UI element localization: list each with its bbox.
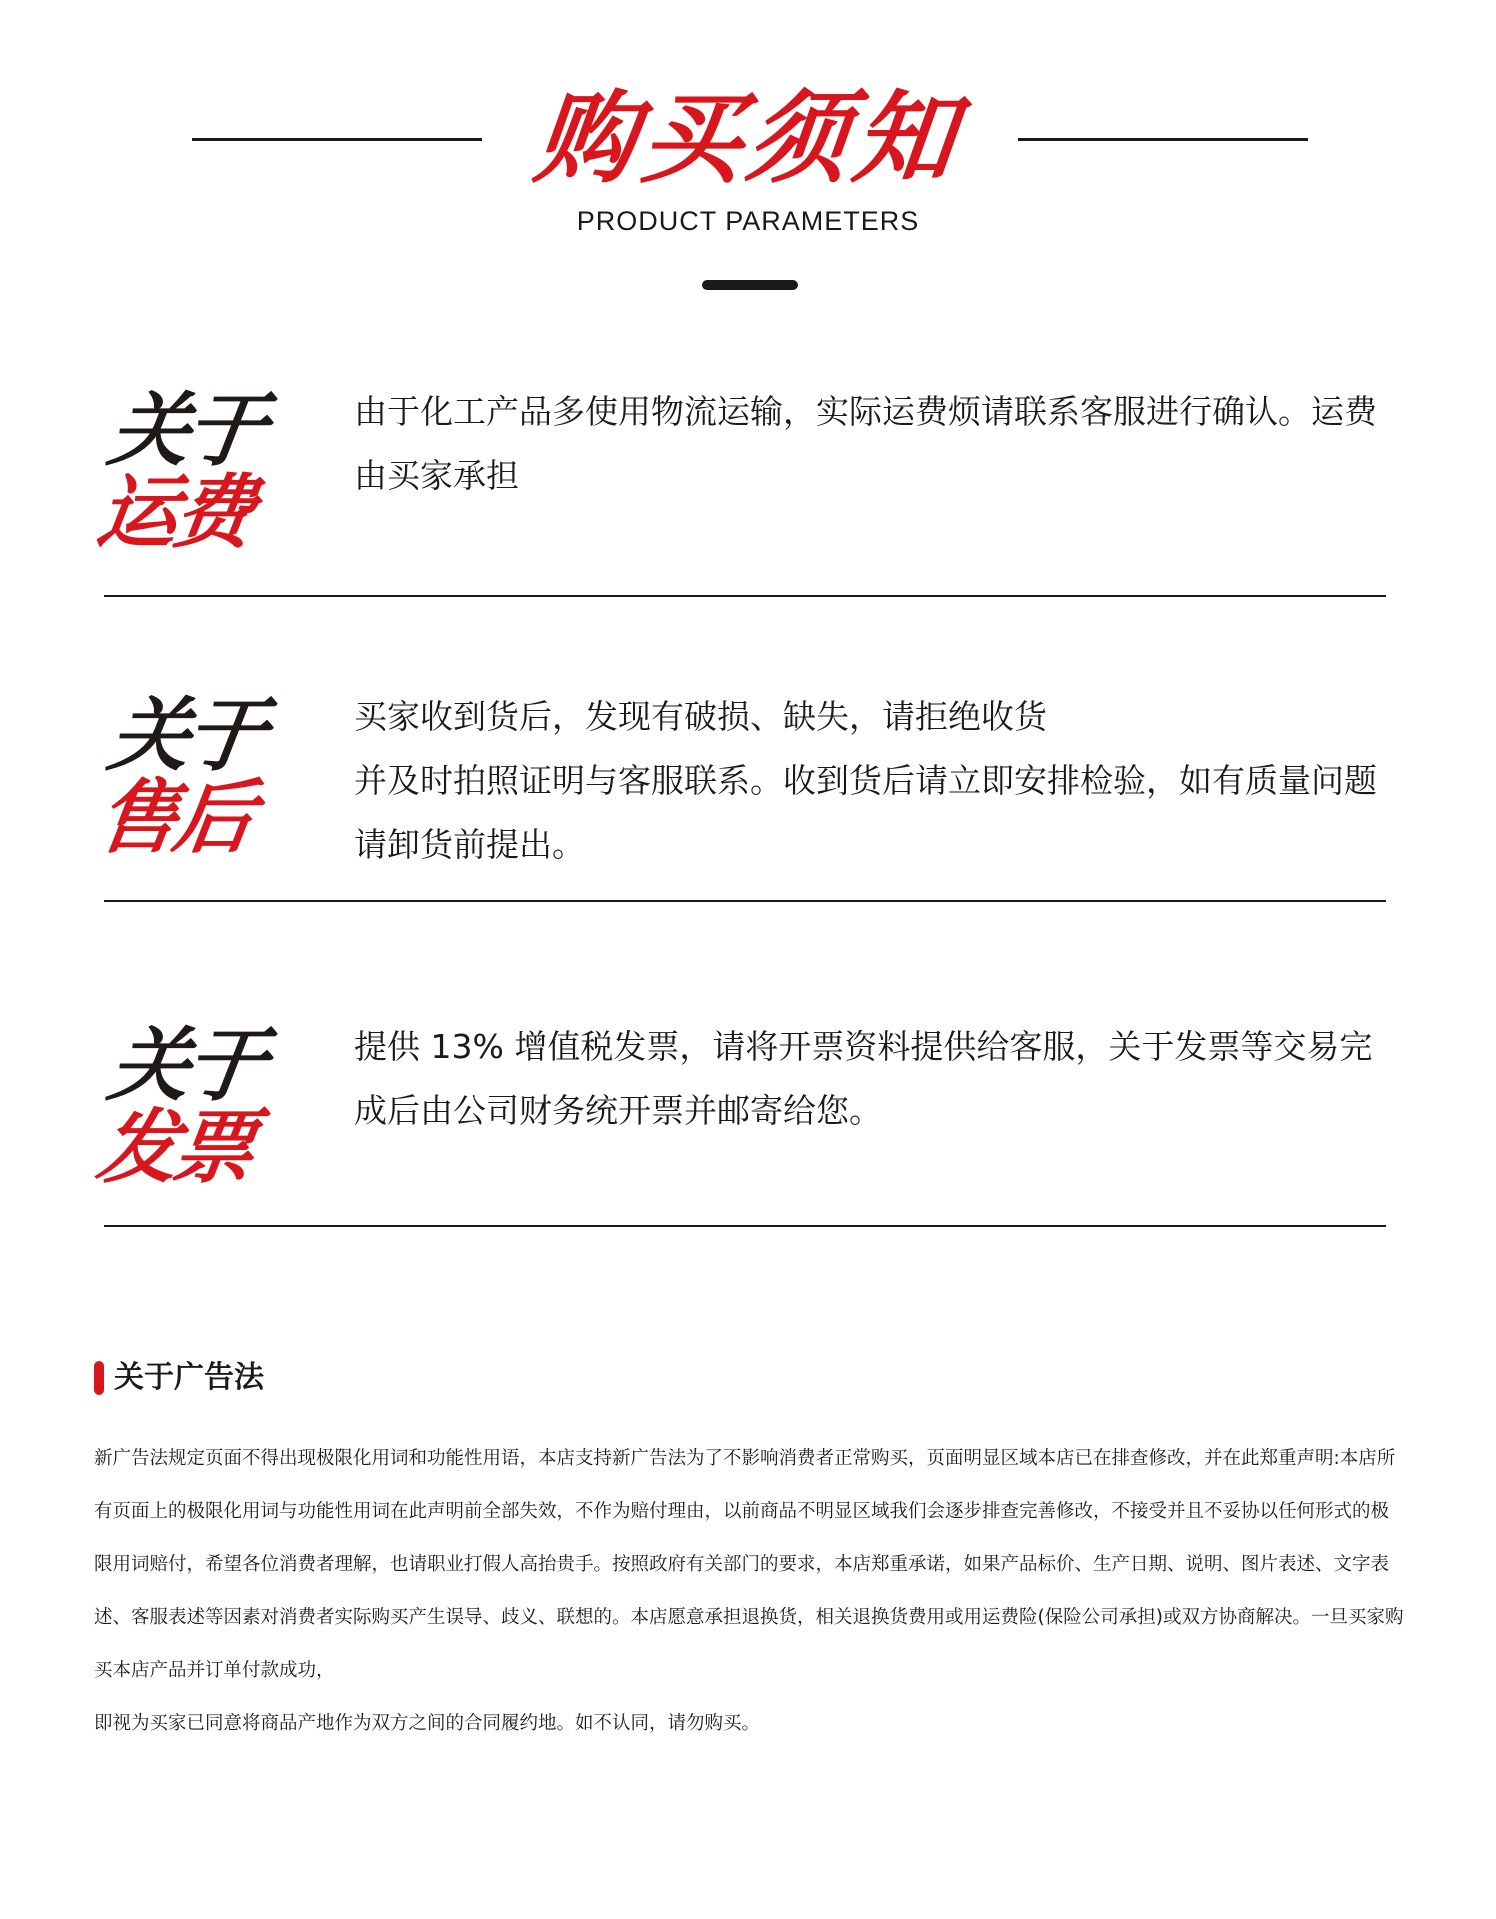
- section-invoice: [91, 1015, 1386, 1235]
- section-divider: [104, 1225, 1386, 1227]
- ad-law-heading: [94, 1358, 264, 1398]
- ad-law-heading-text: 关于广告法: [114, 1360, 264, 1395]
- section-label-top: 关于: [103, 384, 269, 477]
- section-after-sales-label: [91, 689, 305, 864]
- header-right-line: [1018, 138, 1308, 141]
- ad-law-body: [94, 1432, 1406, 1750]
- page-header: [0, 0, 1496, 300]
- section-invoice-text: [354, 1015, 1394, 1143]
- section-label-bottom: 售后: [91, 771, 257, 864]
- section-paragraph: 并及时拍照证明与客服联系。收到货后请立即安排检验，如有质量问题请卸货前提出。: [354, 761, 1377, 864]
- section-after-sales: [91, 685, 1386, 905]
- section-shipping-label: [91, 384, 305, 559]
- page-subtitle: PRODUCT PARAMETERS: [576, 206, 920, 236]
- section-divider: [104, 900, 1386, 902]
- section-divider: [104, 595, 1386, 597]
- ad-law-heading-marker: [94, 1361, 104, 1395]
- section-paragraph: 买家收到货后，发现有破损、缺失，请拒绝收货: [354, 697, 1047, 736]
- ad-law-paragraph: 即视为买家已同意将商品产地作为双方之间的合同履约地。如不认同，请勿购买。: [94, 1713, 761, 1734]
- section-label-bottom: 运费: [91, 466, 257, 559]
- section-label-bottom: 发票: [91, 1101, 257, 1194]
- header-underline-bar: [702, 280, 798, 290]
- section-paragraph: 提供 13% 增值税发票，请将开票资料提供给客服，关于发票等交易完成后由公司财务统开票并邮寄给您。: [354, 1027, 1373, 1130]
- page-title: 购买须知: [529, 80, 967, 197]
- section-invoice-label: [91, 1019, 305, 1194]
- section-label-top: 关于: [103, 1019, 269, 1112]
- ad-law-paragraph: 新广告法规定页面不得出现极限化用词和功能性用语，本店支持新广告法为了不影响消费者正常购买，页面明显区域本店已在排查修改，并在此郑重声明:本店所有页面上的极限化用词与功能性用词在此声明前全部失效，不作为赔付理由，以前商品不明显区域我们会逐步排查完善修改，不接受并且不妥协以任何形式的极限用词赔付，希望各位消费者理解，也请职业打假人高抬贵手。按照政府有关部门的要求，本店郑重承诺，如果产品标价、生产日期、说明、图片表述、文字表述、客服表述等因素对消费者实际购买产生误导、歧义、联想的。本店愿意承担退换货，相关退换货费用或用运费险(保险公司承担)或双方协商解决。一旦买家购买本店产品并订单付款成功，: [94, 1448, 1404, 1681]
- section-shipping: [91, 380, 1386, 600]
- section-shipping-text: [354, 380, 1394, 508]
- section-paragraph: 由于化工产品多使用物流运输，实际运费烦请联系客服进行确认。运费由买家承担: [354, 392, 1377, 495]
- section-after-sales-text: [354, 685, 1394, 877]
- section-label-top: 关于: [103, 689, 269, 782]
